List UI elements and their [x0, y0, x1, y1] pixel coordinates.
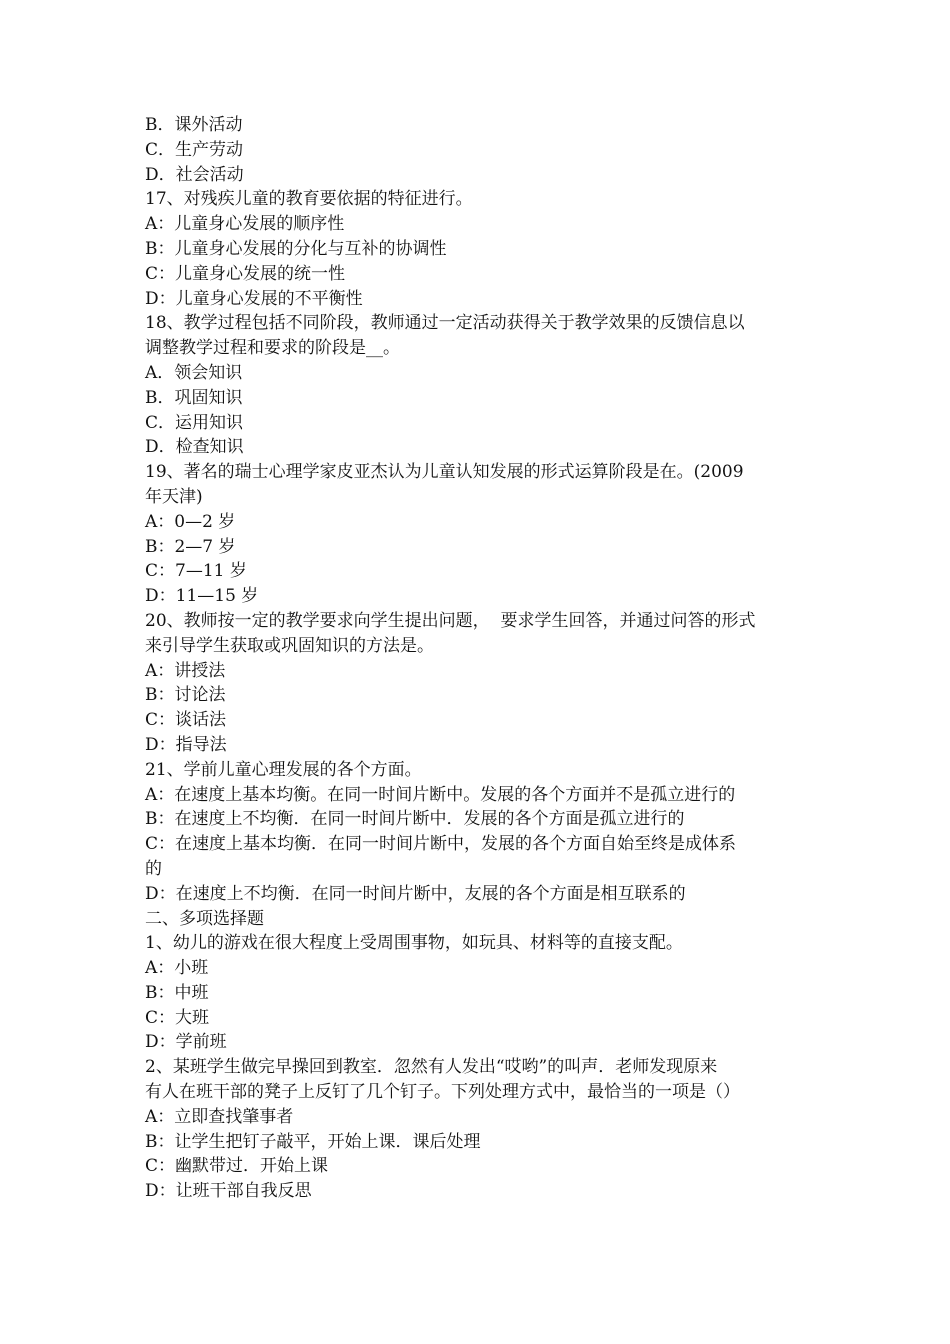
q20-option-a: A：讲授法	[145, 660, 226, 681]
question-19-line-1: 19、著名的瑞士心理学家皮亚杰认为儿童认知发展的形式运算阶段是在。(2009	[145, 462, 744, 483]
document-page	[145, 113, 820, 1204]
question-18-line-1: 18、教学过程包括不同阶段，教师通过一定活动获得关于教学效果的反馈信息以	[145, 313, 745, 334]
question-18-line-2: 调整教学过程和要求的阶段是__。	[145, 338, 400, 359]
question-20-line-2: 来引导学生获取或巩固知识的方法是。	[145, 635, 434, 656]
q19-option-b: B：2—7 岁	[145, 536, 236, 557]
mc-q2-option-a: A：立即查找肇事者	[145, 1106, 294, 1127]
mc-q2-option-c: C：幽默带过．开始上课	[145, 1156, 329, 1177]
q17-option-d: D：儿童身心发展的不平衡性	[145, 288, 363, 309]
q21-option-b: B：在速度上不均衡．在同一时间片断中．发展的各个方面是孤立进行的	[145, 809, 685, 830]
q21-option-c-line-1: C：在速度上基本均衡．在同一时间片断中，发展的各个方面自始至终是成体系	[145, 834, 737, 855]
question-20-line-1: 20、教师按一定的教学要求向学生提出问题， 要求学生回答，并通过问答的形式	[145, 610, 756, 631]
q21-option-c-line-2: 的	[145, 858, 162, 879]
mc-question-2-line-2: 有人在班干部的凳子上反钉了几个钉子。下列处理方式中，最恰当的一项是（）	[145, 1082, 740, 1103]
section-heading-multiple-choice: 二、多项选择题	[145, 908, 264, 929]
mc-q1-option-c: C：大班	[145, 1007, 210, 1028]
mc-question-2-line-1: 2、某班学生做完早操回到教室．忽然有人发出“哎哟”的叫声．老师发现原来	[145, 1057, 718, 1078]
q19-option-a: A：0—2 岁	[145, 511, 236, 532]
q21-option-a: A：在速度上基本均衡。在同一时间片断中。发展的各个方面并不是孤立进行的	[145, 784, 736, 805]
q21-option-d: D：在速度上不均衡．在同一时间片断中，友展的各个方面是相互联系的	[145, 883, 686, 904]
q17-option-b: B：儿童身心发展的分化与互补的协调性	[145, 238, 447, 259]
question-19-line-2: 年天津)	[145, 486, 203, 507]
q17-option-a: A：儿童身心发展的顺序性	[145, 214, 345, 235]
q20-option-c: C：谈话法	[145, 710, 227, 731]
q20-option-b: B：讨论法	[145, 685, 226, 706]
q18-option-a: A．领会知识	[145, 362, 243, 383]
q20-option-d: D：指导法	[145, 734, 227, 755]
mc-q2-option-b: B：让学生把钉子敲平，开始上课．课后处理	[145, 1131, 481, 1152]
question-21: 21、学前儿童心理发展的各个方面。	[145, 759, 422, 780]
q19-option-d: D：11—15 岁	[145, 586, 259, 607]
option-b-line: B．课外活动	[145, 115, 243, 135]
q18-option-c: C．运用知识	[145, 412, 244, 433]
q17-option-c: C：儿童身心发展的统一性	[145, 263, 346, 284]
mc-question-1: 1、幼儿的游戏在很大程度上受周围事物，如玩具、材料等的直接支配。	[145, 933, 683, 954]
question-17: 17、对残疾儿童的教育要依据的特征进行。	[145, 189, 473, 210]
q18-option-d: D．检查知识	[145, 437, 244, 458]
option-c-line: C．生产劳动	[145, 139, 244, 160]
q18-option-b: B．巩固知识	[145, 387, 243, 408]
mc-q1-option-a: A：小班	[145, 958, 209, 979]
mc-q1-option-d: D：学前班	[145, 1032, 227, 1053]
option-d-line: D．社会活动	[145, 164, 244, 185]
q19-option-c: C：7—11 岁	[145, 561, 247, 582]
mc-q2-option-d: D：让班干部自我反思	[145, 1181, 312, 1202]
mc-q1-option-b: B：中班	[145, 982, 209, 1003]
